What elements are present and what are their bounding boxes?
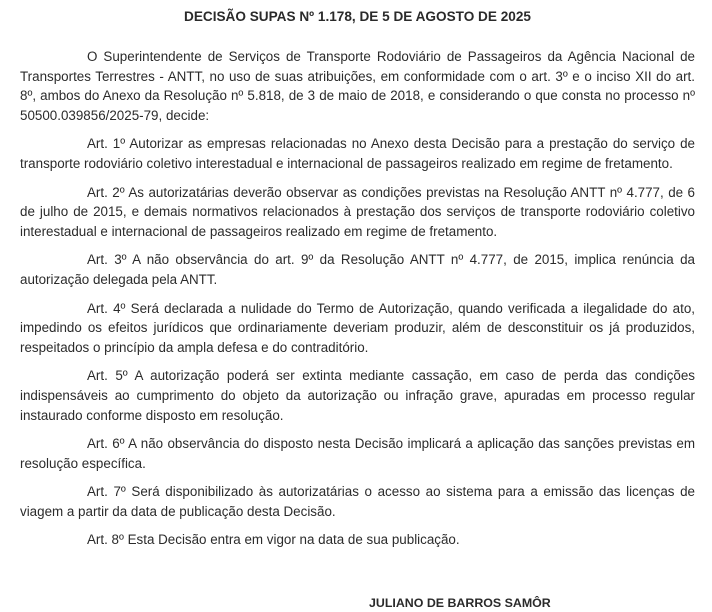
article-2-paragraph: Art. 2º As autorizatárias deverão observar as condições previstas na Resolução ANTT nº 4.777, de 6 de julho de 2015, e demais normativos relacionados à prestação dos serviços de transporte rodoviário coletivo interestadual e internacional de passageiros realizado em regime de fretamento. bbox=[20, 184, 695, 239]
document-title: DECISÃO SUPAS Nº 1.178, DE 5 DE AGOSTO DE 2025 bbox=[184, 9, 531, 24]
article-3-paragraph: Art. 3º A não observância do art. 9º da Resolução ANTT nº 4.777, de 2015, implica renúncia da autorização delegada pela ANTT. bbox=[20, 252, 695, 287]
signature-name: JULIANO DE BARROS SAMÔR bbox=[369, 596, 551, 610]
article-7-paragraph: Art. 7º Será disponibilizado às autorizatárias o acesso ao sistema para a emissão das licenças de viagem a partir da data de publicação desta Decisão. bbox=[20, 484, 695, 519]
article-4-paragraph: Art. 4º Será declarada a nulidade do Termo de Autorização, quando verificada a ilegalidade do ato, impedindo os efeitos jurídicos que ordinariamente deveriam produzir, além de desconstituir os já produzidos, respeitados o princípio da ampla defesa e do contraditório. bbox=[20, 300, 695, 355]
article-8-paragraph: Art. 8º Esta Decisão entra em vigor na data de sua publicação. bbox=[87, 532, 460, 548]
article-1-paragraph: Art. 1º Autorizar as empresas relacionadas no Anexo desta Decisão para a prestação do serviço de transporte rodoviário coletivo interestadual e internacional de passageiros realizado em regime de fretamento. bbox=[20, 136, 695, 171]
article-6-paragraph: Art. 6º A não observância do disposto nesta Decisão implicará a aplicação das sanções previstas em resolução específica. bbox=[20, 436, 695, 471]
article-5-paragraph: Art. 5º A autorização poderá ser extinta mediante cassação, em caso de perda das condições indispensáveis ao cumprimento do objeto da autorização ou infração grave, apuradas em processo regular instaurado conforme disposto em resolução. bbox=[20, 368, 695, 423]
preamble-paragraph: O Superintendente de Serviços de Transporte Rodoviário de Passageiros da Agência Nacional de Transportes Terrestres - ANTT, no uso de suas atribuições, em conformidade com o art. 3º e o inciso XII do art. 8º, ambos do Anexo da Resolução nº 5.818, de 3 de maio de 2018, e considerando o que consta no processo nº 50500.039856/2025-79, decide: bbox=[20, 49, 695, 123]
